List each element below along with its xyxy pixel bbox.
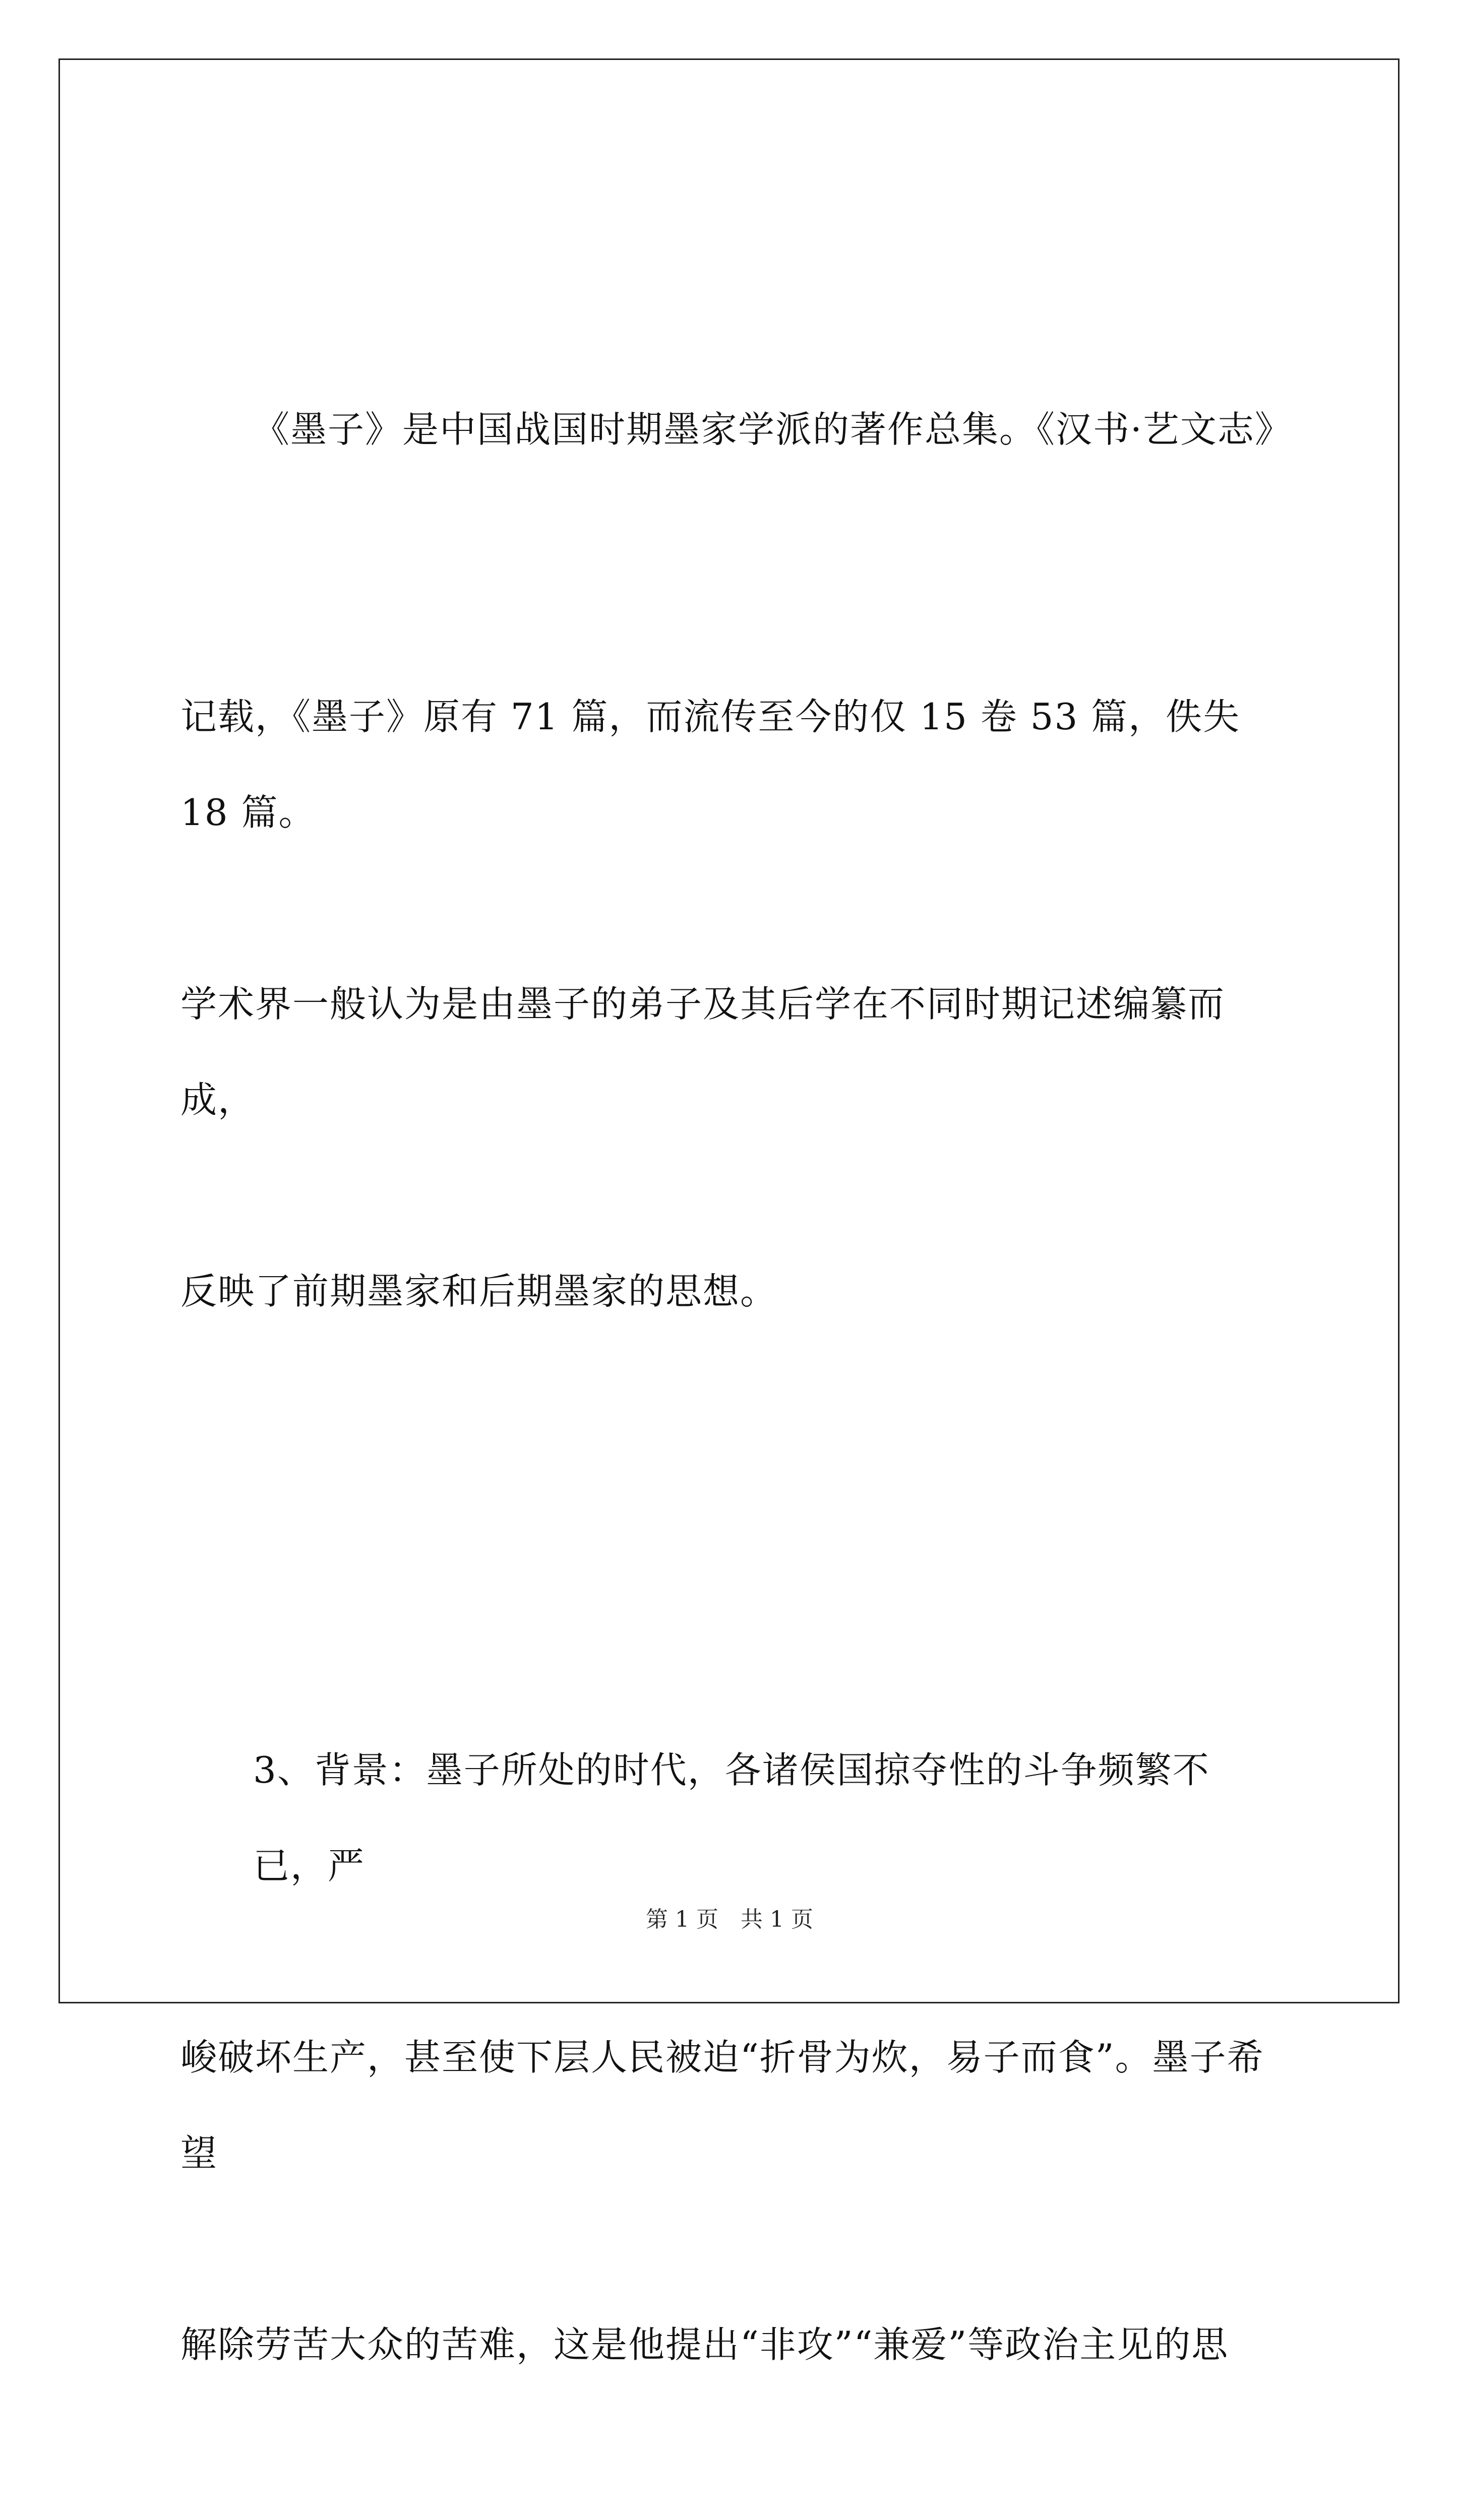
paragraph-mozi-intro [180,190,1292,1531]
text-line: 《墨子》是中国战国时期墨家学派的著作总集。《汉书·艺文志》 [253,408,1292,451]
text-line: 解除劳苦大众的苦难，这是他提出“非攻”“兼爱”等政治主见的思 [180,2323,1229,2366]
paragraph-background [180,1531,1274,2520]
page-footer: 第 1 页 共 1 页 [646,1907,813,1932]
text-line: 反映了前期墨家和后期墨家的思想。 [180,1270,778,1312]
document-body [180,190,1292,2520]
text-line: 记载，《墨子》原有 71 篇，而流传至今的仅 15 卷 53 篇，佚失 18 篇。 [180,696,1253,834]
text-line: 峻破坏生产，甚至使下层人民被迫“折骨为炊，易子而食”。墨子希望 [180,2036,1264,2174]
text-line: 学术界一般认为是由墨子的弟子及其后学在不同时期记述编纂而成， [180,983,1226,1121]
text-line: 3、背景：墨子所处的时代，各诸侯国掠夺性的斗争频繁不已，严 [253,1749,1210,1887]
